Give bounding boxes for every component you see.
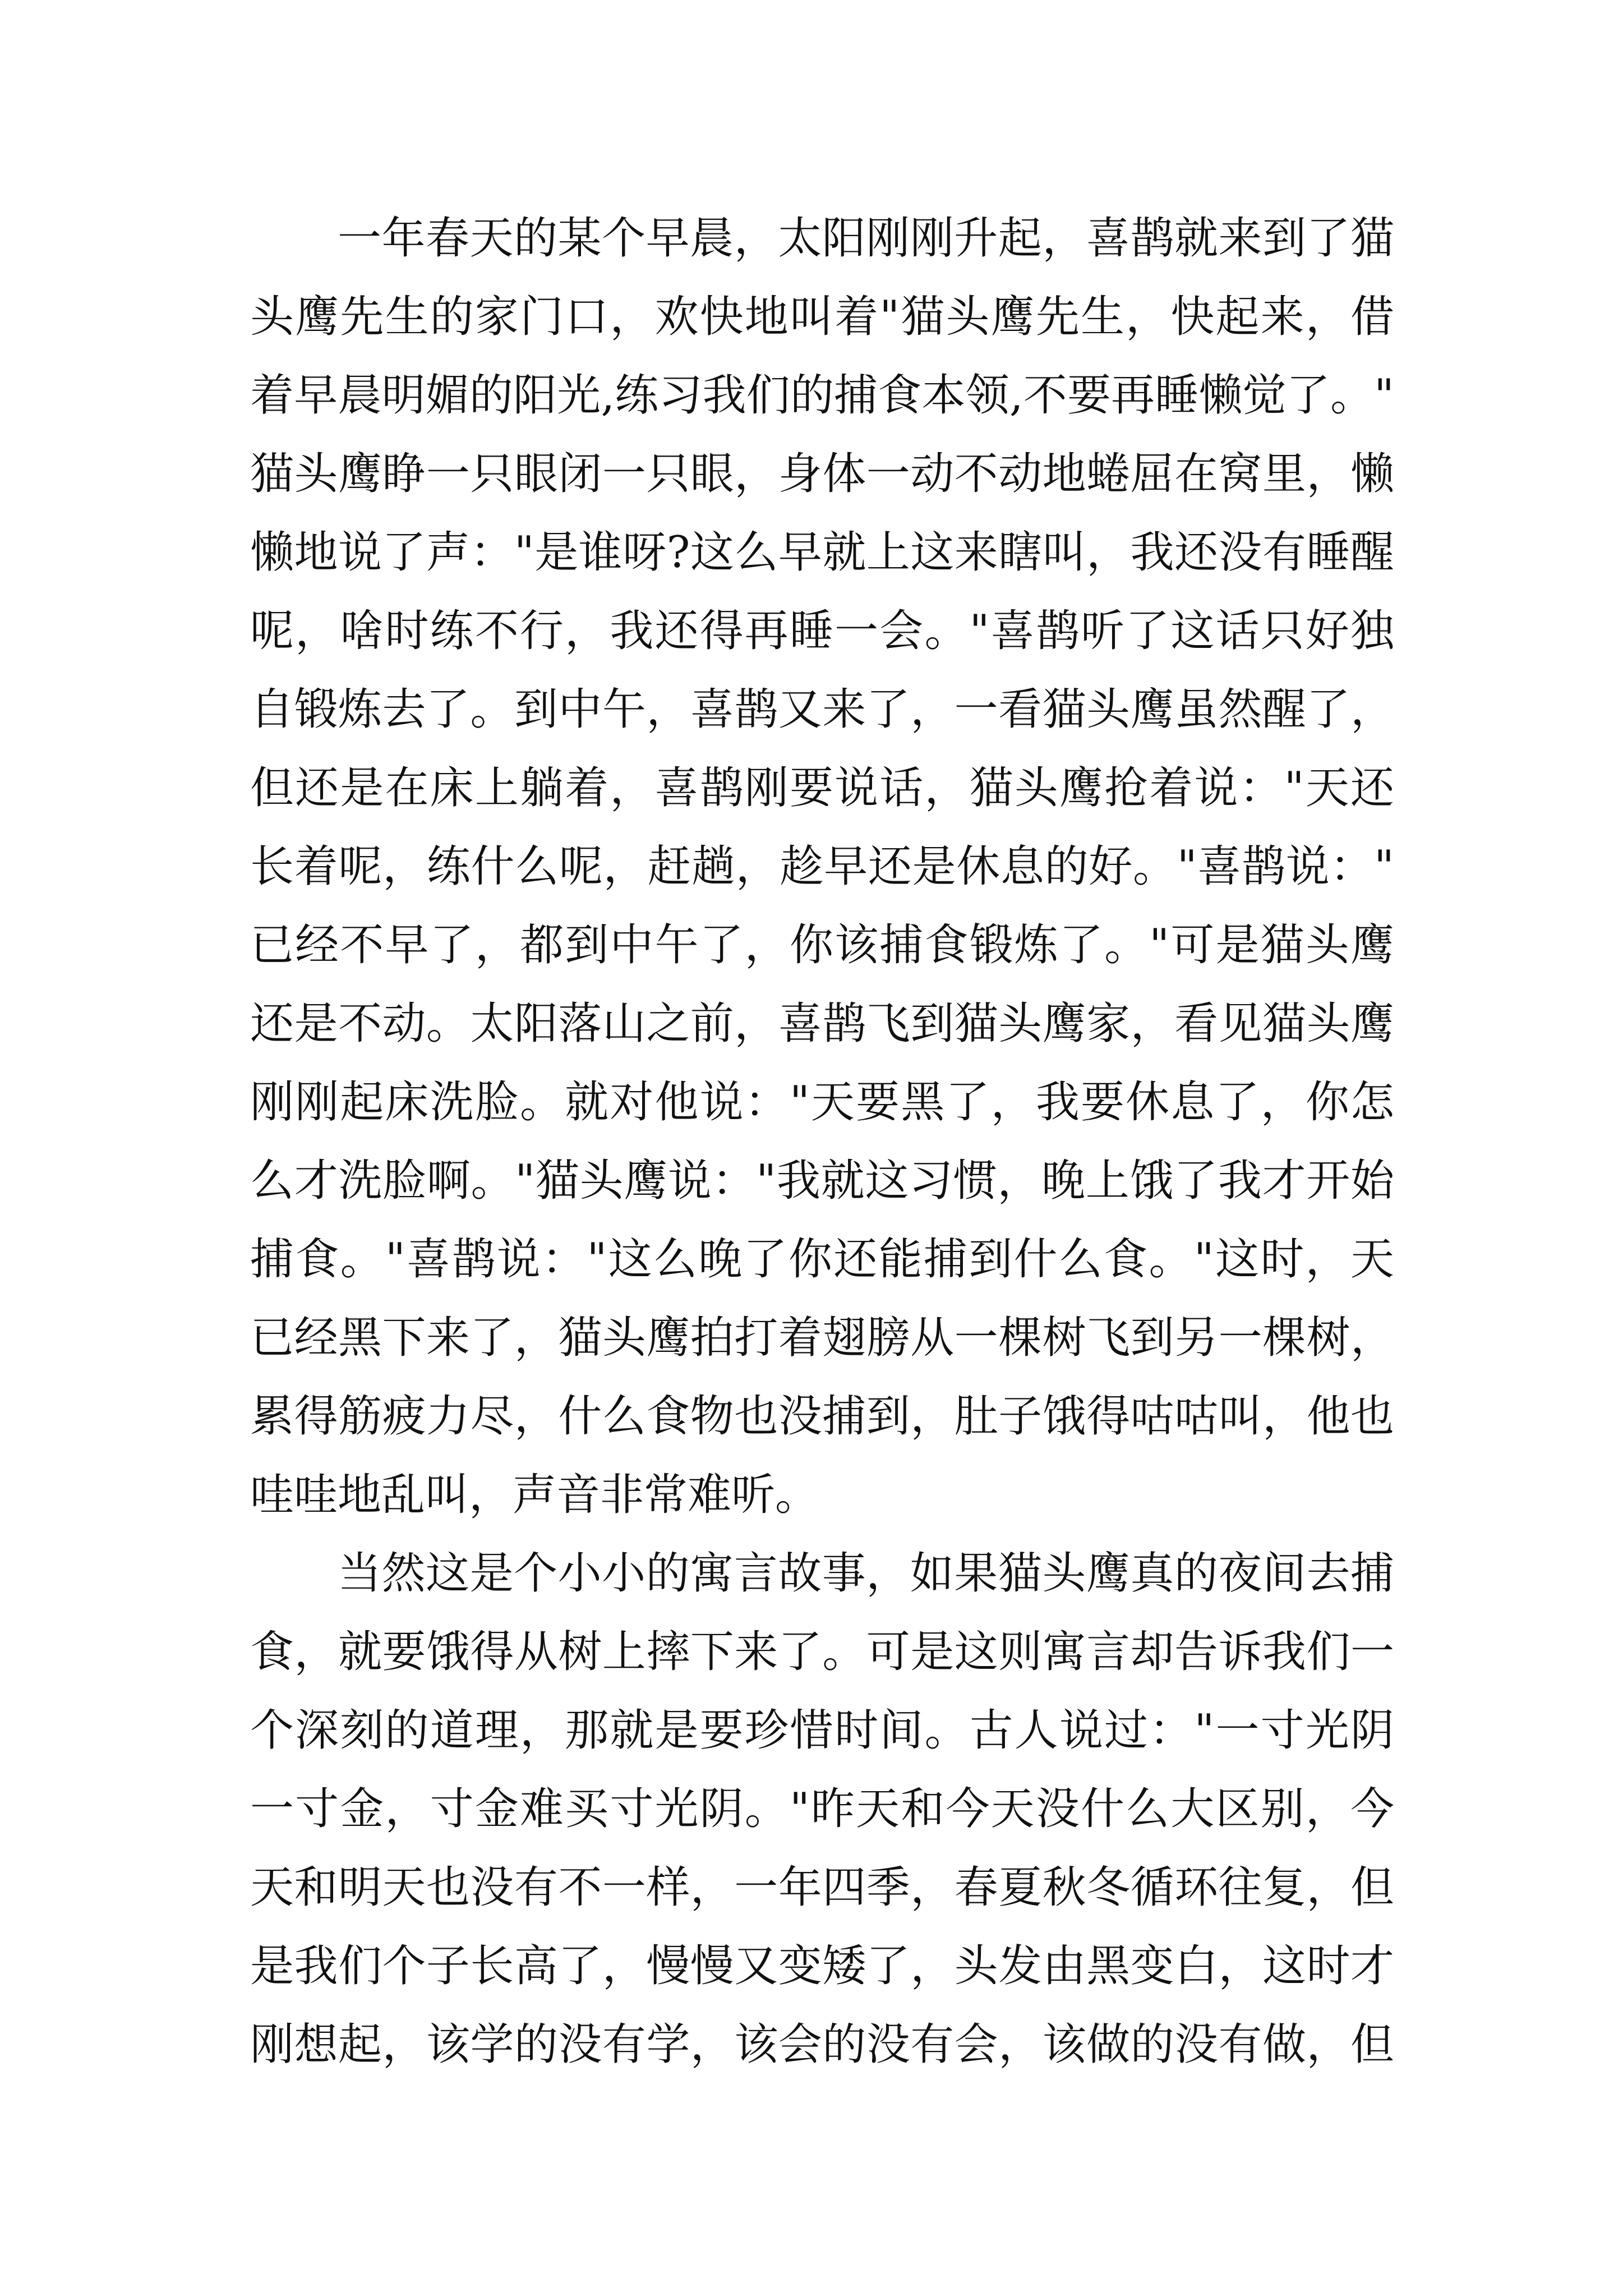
paragraph-2	[250, 1534, 1394, 2084]
text-line: 当然这是个小小的寓言故事，如果猫头鹰真的夜间去捕	[338, 1548, 1394, 1599]
text-line: 头鹰先生的家门口，欢快地叫着"猫头鹰先生，快起来，借	[250, 292, 1394, 342]
text-line: 已经黑下来了，猫头鹰拍打着翅膀从一棵树飞到另一棵树，	[250, 1313, 1394, 1363]
text-line: 哇哇地乱叫，声音非常难听。	[250, 1470, 819, 1520]
text-line: 刚想起，该学的没有学，该会的没有会，该做的没有做，但	[250, 2019, 1394, 2070]
paragraph-1	[250, 199, 1394, 1534]
text-line: 一寸金，寸金难买寸光阴。"昨天和今天没什么大区别，今	[250, 1784, 1394, 1834]
text-line: 天和明天也没有不一样，一年四季，春夏秋冬循环往复，但	[250, 1862, 1394, 1913]
text-line: 捕食。"喜鹊说："这么晚了你还能捕到什么食。"这时，天	[250, 1234, 1394, 1285]
text-line: 长着呢，练什么呢，赶趟，趁早还是休息的好。"喜鹊说："	[250, 841, 1394, 892]
text-line: 还是不动。太阳落山之前，喜鹊飞到猫头鹰家，看见猫头鹰	[250, 999, 1394, 1049]
text-line: 是我们个子长高了，慢慢又变矮了，头发由黑变白，这时才	[250, 1941, 1394, 1991]
text-line: 猫头鹰睁一只眼闭一只眼，身体一动不动地蜷屈在窝里，懒	[250, 449, 1394, 499]
text-line: 刚刚起床洗脸。就对他说："天要黑了，我要休息了，你怎	[250, 1077, 1394, 1128]
text-line: 一年春天的某个早晨，太阳刚刚升起，喜鹊就来到了猫	[338, 213, 1394, 264]
text-line: 已经不早了，都到中午了，你该捕食锻炼了。"可是猫头鹰	[250, 920, 1394, 970]
text-line: 么才洗脸啊。"猫头鹰说："我就这习惯，晚上饿了我才开始	[250, 1156, 1394, 1206]
text-line: 但还是在床上躺着，喜鹊刚要说话，猫头鹰抢着说："天还	[250, 763, 1394, 813]
text-line: 懒地说了声："是谁呀?这么早就上这来瞎叫，我还没有睡醒	[250, 527, 1394, 578]
text-line: 累得筋疲力尽，什么食物也没捕到，肚子饿得咕咕叫，他也	[250, 1391, 1394, 1442]
text-line: 呢，啥时练不行，我还得再睡一会。"喜鹊听了这话只好独	[250, 606, 1394, 656]
text-line: 着早晨明媚的阳光,练习我们的捕食本领,不要再睡懒觉了。"	[250, 370, 1394, 421]
text-line: 自锻炼去了。到中午，喜鹊又来了，一看猫头鹰虽然醒了，	[250, 684, 1394, 735]
text-line: 个深刻的道理，那就是要珍惜时间。古人说过："一寸光阴	[250, 1705, 1394, 1756]
body-text	[250, 199, 1394, 2084]
text-line: 食，就要饿得从树上摔下来了。可是这则寓言却告诉我们一	[250, 1627, 1394, 1677]
